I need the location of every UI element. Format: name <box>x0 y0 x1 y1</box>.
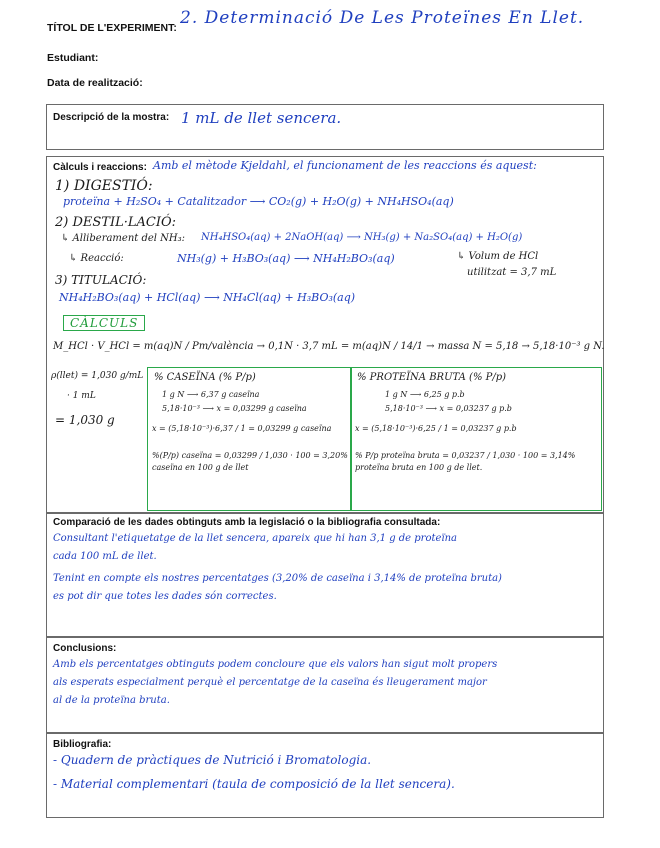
comparison-p1-line2: cada 100 mL de llet. <box>53 551 157 562</box>
calculations-label: Càlculs i reaccions: <box>53 162 147 173</box>
casein-title: % CASEÏNA (% P/p) <box>154 372 256 383</box>
sample-box <box>46 104 604 150</box>
bibliography-box <box>46 732 604 818</box>
date-label: Data de realització: <box>47 77 143 89</box>
casein-line4: %(P/p) caseïna = 0,03299 / 1,030 · 100 = 3,20% caseïna en 100 g de llet <box>152 451 348 472</box>
step2-line2-label: ↳ Reacció: <box>69 253 124 264</box>
comparison-p1-line1: Consultant l'etiquetatge de la llet sencera, apareix que hi han 3,1 g de proteïna <box>53 533 458 544</box>
hcl-note-2: utilitzat = 3,7 mL <box>467 267 557 278</box>
casein-panel <box>147 367 352 511</box>
main-formula: M_HCl · V_HCl = m(aq)N / Pm/valència → 0,1N · 3,7 mL = m(aq)N / 14/1 → massa N = 5,18 → 5,18·10⁻³ g N. <box>53 341 605 352</box>
protein-line2: 5,18·10⁻³ ⟶ x = 0,03237 g p.b <box>385 404 512 413</box>
protein-line4: % P/p proteïna bruta = 0,03237 / 1,030 · 100 = 3,14% proteïna bruta en 100 g de llet. <box>355 451 576 472</box>
title-label: TÍTOL DE L'EXPERIMENT: <box>47 22 177 34</box>
conclusions-label: Conclusions: <box>53 643 117 654</box>
comparison-box <box>46 512 604 638</box>
protein-line3: x = (5,18·10⁻³)·6,25 / 1 = 0,03237 g p.b <box>355 424 517 433</box>
step3-title: 3) TITULACIÓ: <box>55 273 147 287</box>
casein-line2: 5,18·10⁻³ ⟶ x = 0,03299 g caseïna <box>162 404 307 413</box>
comparison-label: Comparació de les dades obtinguts amb la legislació o la bibliografia consultada: <box>53 517 441 528</box>
calculations-box <box>46 156 604 514</box>
sample-label: Descripció de la mostra: <box>53 112 170 123</box>
conclusions-line3: al de la proteïna bruta. <box>53 695 170 706</box>
casein-line1: 1 g N ⟶ 6,37 g caseïna <box>162 390 260 399</box>
title-value: 2. Determinació De Les Proteïnes En Llet. <box>180 8 585 28</box>
step2-line1-label: ↳ Alliberament del NH₃: <box>61 233 186 244</box>
step2-line2-eq: NH₃(g) + H₃BO₃(aq) ⟶ NH₄H₂BO₃(aq) <box>177 252 395 265</box>
density-line1: ρ(llet) = 1,030 g/mL <box>51 371 144 381</box>
conclusions-line1: Amb els percentatges obtinguts podem concloure que els valors han sigut molt propers <box>53 659 498 670</box>
casein-line3: x = (5,18·10⁻³)·6,37 / 1 = 0,03299 g caseïna <box>152 424 332 433</box>
step1-title: 1) DIGESTIÓ: <box>55 178 153 194</box>
conclusions-line2: als esperats especialment perquè el percentatge de la caseïna és lleugerament major <box>53 677 487 688</box>
calculations-tag: CÀLCULS <box>63 315 145 331</box>
density-line2: · 1 mL <box>67 391 96 401</box>
bibliography-line2: - Material complementari (taula de composició de la llet sencera). <box>53 777 455 791</box>
protein-title: % PROTEÏNA BRUTA (% P/p) <box>357 372 507 383</box>
conclusions-box <box>46 636 604 734</box>
protein-line1: 1 g N ⟶ 6,25 g p.b <box>385 390 465 399</box>
comparison-p2-line2: es pot dir que totes les dades són correctes. <box>53 591 277 602</box>
step2-title: 2) DESTIL·LACIÓ: <box>55 215 177 230</box>
hcl-note-1: ↳ Volum de HCl <box>457 251 539 262</box>
bibliography-label: Bibliografia: <box>53 739 112 750</box>
step2-line1-eq: NH₄HSO₄(aq) + 2NaOH(aq) ⟶ NH₃(g) + Na₂SO₄(aq) + H₂O(g) <box>201 232 523 243</box>
step3-reaction: NH₄H₂BO₃(aq) + HCl(aq) ⟶ NH₄Cl(aq) + H₃BO₃(aq) <box>59 291 356 304</box>
calculations-intro: Amb el mètode Kjeldahl, el funcionament de les reaccions és aquest: <box>153 159 537 172</box>
density-line3: = 1,030 g <box>55 413 115 427</box>
protein-panel <box>350 367 602 511</box>
sample-value: 1 mL de llet sencera. <box>181 109 342 127</box>
comparison-p2-line1: Tenint en compte els nostres percentatges (3,20% de caseïna i 3,14% de proteïna bruta) <box>53 573 502 584</box>
student-label: Estudiant: <box>47 52 99 64</box>
bibliography-line1: - Quadern de pràctiques de Nutrició i Bromatologia. <box>53 753 372 767</box>
step1-reaction: proteïna + H₂SO₄ + Catalitzador ⟶ CO₂(g) + H₂O(g) + NH₄HSO₄(aq) <box>63 195 454 208</box>
